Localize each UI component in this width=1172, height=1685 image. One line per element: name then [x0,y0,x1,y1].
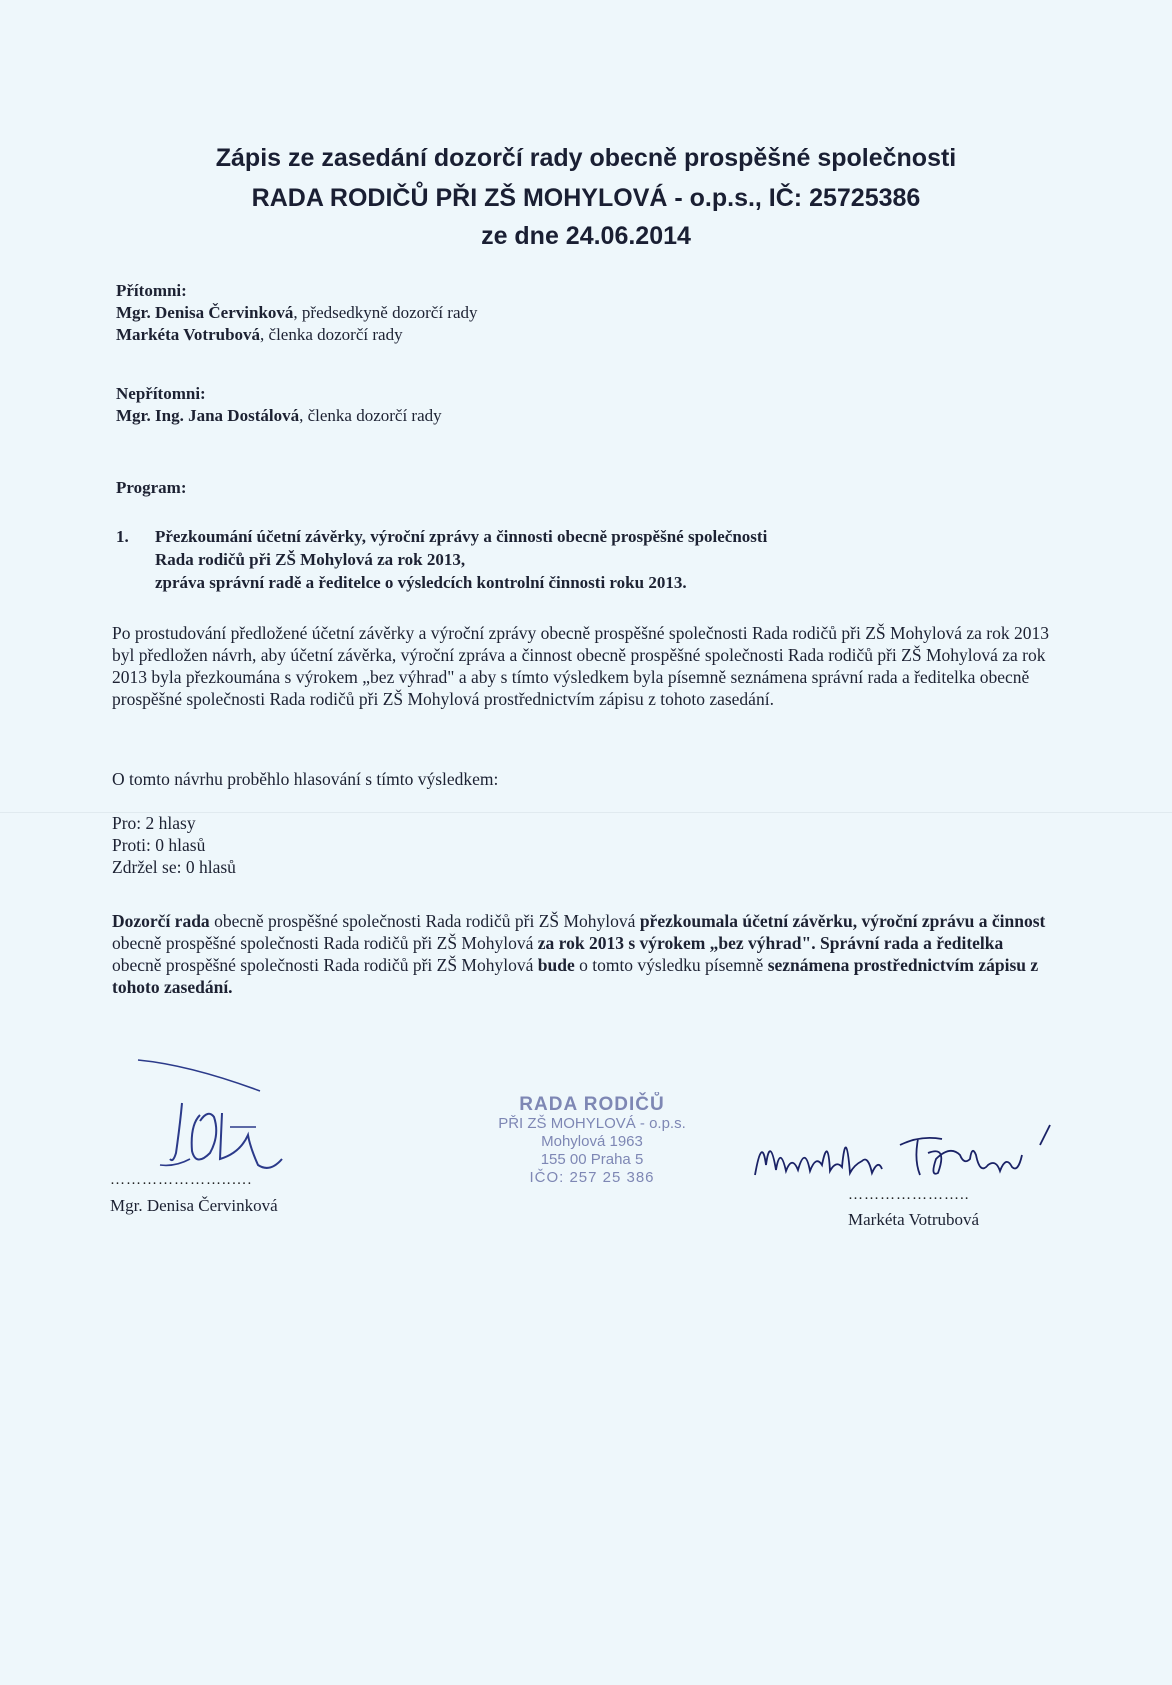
person-name: Mgr. Denisa Červinková [116,303,294,322]
conclusion-segment: bude [537,955,575,975]
conclusion-segment: za rok 2013 s výrokem „bez výhrad". Správní rada a ředitelka [537,933,1004,953]
vote-for: Pro: 2 hlasy [112,813,196,833]
person-name: Markéta Votrubová [116,325,261,344]
person-role: , členka dozorčí rady [299,406,442,425]
program-item-line: zpráva správní radě a ředitelce o výsledcích kontrolní činnosti roku 2013. [155,573,687,592]
present-section [116,280,478,346]
conclusion-paragraph [112,910,1052,998]
person-name: Mgr. Ing. Jana Dostálová [116,406,300,425]
conclusion-segment: přezkoumala účetní závěrku, výroční zprávu a činnost [639,911,1046,931]
conclusion-segment: o tomto výsledku písemně [574,955,768,975]
conclusion-segment: obecně prospěšné společnosti Rada rodičů při ZŠ Mohylová [112,933,538,953]
stamp-line: RADA RODIČŮ [519,1094,665,1115]
vote-abstain: Zdržel se: 0 hlasů [112,857,236,877]
organization-stamp [462,1095,722,1187]
program-item-line: Rada rodičů při ZŠ Mohylová za rok 2013, [155,550,466,569]
proposal-paragraph: Po prostudování předložené účetní závěrky a výroční zprávy obecně prospěšné společnosti Rada rodičů při ZŠ Mohylová za rok 2013 byl předložen návrh, aby účetní závěrka, výroční zpráva a činnost obecně prospěšné společnosti Rada rodičů při ZŠ Mohylová za rok 2013 byla přezkoumána s výrokem „bez výhrad" a aby s tímto výsledkem byla písemně seznámena správní rada a ředitelka obecně prospěšné společnosti Rada rodičů při ZŠ Mohylová prostřednictvím zápisu z tohoto zasedání. [112,623,1049,709]
absent-person [116,405,442,427]
program-heading: Program: [116,478,187,497]
signature-line-left: …………………..…. [110,1172,253,1188]
program-item-line: Přezkoumání účetní závěrky, výroční zprávy a činnosti obecně prospěšné společnosti [155,527,768,546]
conclusion-segment: Dozorčí rada [112,911,210,931]
stamp-line: IČO: 257 25 386 [529,1169,655,1186]
stamp-line: 155 00 Praha 5 [540,1151,644,1168]
stamp-line: PŘI ZŠ MOHYLOVÁ - o.p.s. [498,1115,686,1132]
vote-intro: O tomto návrhu proběhlo hlasování s tímto výsledkem: [112,769,499,789]
conclusion-segment: obecně prospěšné společnosti Rada rodičů při ZŠ Mohylová [112,955,538,975]
vote-results [112,812,1052,878]
document-title-line3: ze dne 24.06.2014 [481,222,691,250]
signature-scribble-left [130,1055,320,1175]
person-role: , členka dozorčí rady [260,325,403,344]
present-person [116,302,478,324]
vote-against: Proti: 0 hlasů [112,835,206,855]
document-title-line1: Zápis ze zasedání dozorčí rady obecně prospěšné společnosti [215,144,957,172]
absent-heading: Nepřítomni: [116,384,206,403]
stamp-line: Mohylová 1963 [541,1133,643,1150]
absent-section [116,383,442,427]
program-item-number: 1. [116,527,129,546]
conclusion-segment: obecně prospěšné společnosti Rada rodičů při ZŠ Mohylová [209,911,640,931]
signature-line-right: ………………….. [848,1187,970,1203]
person-role: , předsedkyně dozorčí rady [293,303,478,322]
document-title-line2: RADA RODIČŮ PŘI ZŠ MOHYLOVÁ - o.p.s., IČ: 25725386 [251,184,921,212]
present-person [116,324,478,346]
signature-scribble-right [750,1115,1080,1195]
signatory-name-right: Markéta Votrubová [848,1210,980,1229]
signatory-name-left: Mgr. Denisa Červinková [110,1196,278,1215]
conclusion-segment: seznámena prostřednictvím zápisu z tohoto zasedání. [112,955,1039,997]
present-heading: Přítomni: [116,281,187,300]
